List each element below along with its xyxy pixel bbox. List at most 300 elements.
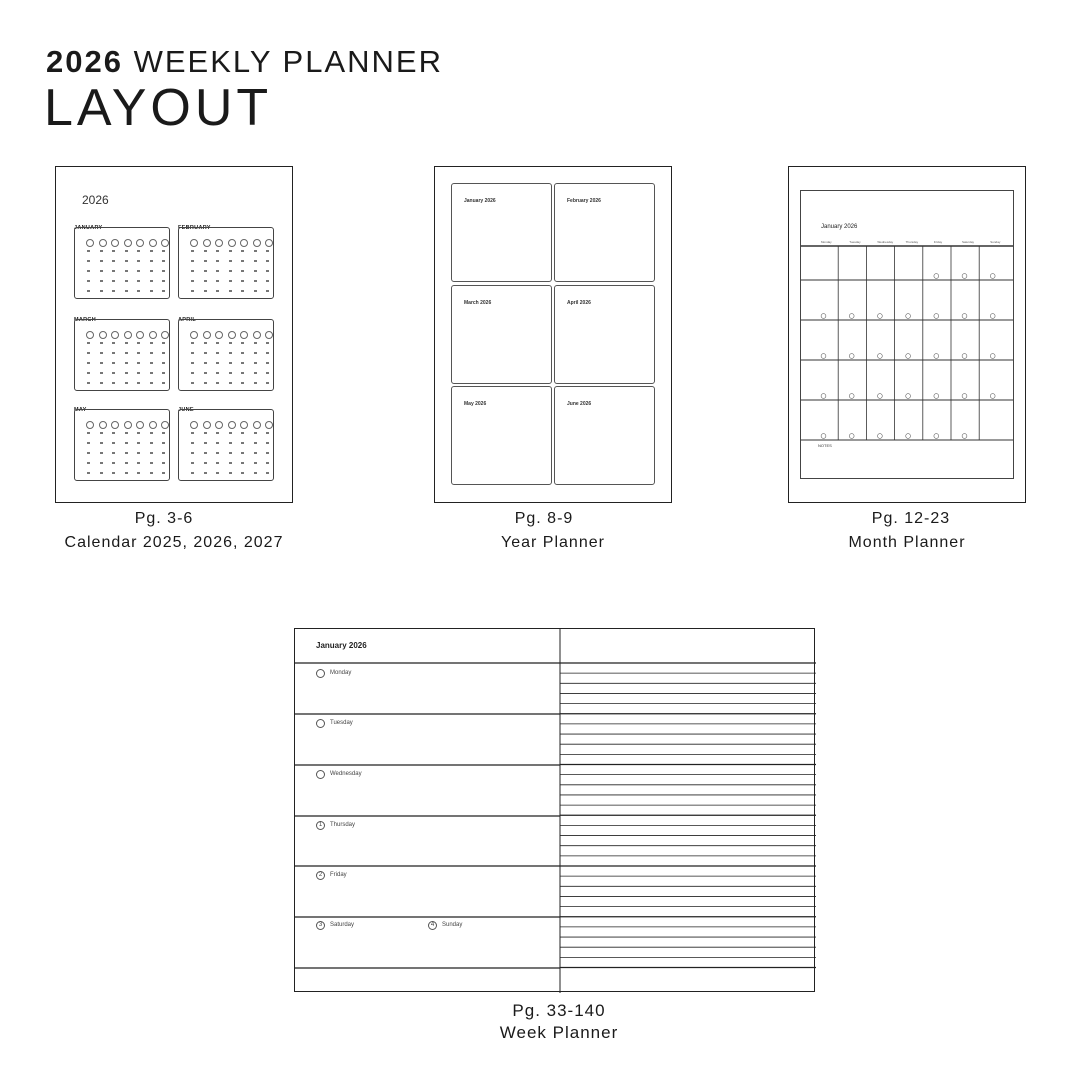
date-mark [229,452,232,454]
date-mark [266,342,269,344]
date-mark [254,260,257,262]
date-mark [87,260,90,262]
weekday-circle-icon [124,331,132,339]
week-title: January 2026 [316,641,367,650]
date-mark [216,362,219,364]
date-mark [162,352,165,354]
weekday-circle-icon [149,331,157,339]
week-day-label: Thursday [330,822,356,828]
weekday-circle-icon [203,421,211,429]
date-mark [100,250,103,252]
date-mark [150,472,153,474]
date-mark [241,352,244,354]
date-circle-icon [934,314,939,319]
date-circle-icon [849,354,854,359]
date-mark [100,280,103,282]
date-mark [112,260,115,262]
month-title: January 2026 [821,224,858,230]
date-mark [254,362,257,364]
weekday-circle-icon [161,239,169,247]
week-caption-name: Week Planner [499,1023,619,1042]
year-month-label: March 2026 [464,300,492,306]
date-mark [125,432,128,434]
date-mark [216,462,219,464]
date-mark [229,362,232,364]
date-mark [204,290,207,292]
date-mark [204,362,207,364]
date-mark [100,290,103,292]
planner-title [46,46,443,77]
date-mark [241,260,244,262]
date-mark [216,290,219,292]
date-mark [229,372,232,374]
calendar-month-box [178,319,274,391]
date-mark [100,432,103,434]
date-mark [204,342,207,344]
date-mark [266,432,269,434]
date-mark [266,362,269,364]
date-mark [229,270,232,272]
day-circle-icon: 3 [316,921,325,930]
date-mark [254,472,257,474]
date-mark [204,270,207,272]
date-circle-icon [962,274,967,279]
date-mark [87,382,90,384]
date-mark [137,382,140,384]
date-mark [229,472,232,474]
date-mark [150,372,153,374]
date-mark [100,270,103,272]
date-mark [87,472,90,474]
date-mark [87,372,90,374]
date-mark [112,250,115,252]
date-mark [204,260,207,262]
weekday-circle-icon [190,331,198,339]
date-circle-icon [990,394,995,399]
weekday-circle-icon [228,239,236,247]
date-mark [150,362,153,364]
weekday-circle-icon [136,421,144,429]
date-mark [254,452,257,454]
date-mark [266,290,269,292]
weekday-circle-icon [253,239,261,247]
date-circle-icon [906,394,911,399]
date-mark [87,280,90,282]
date-mark [162,472,165,474]
date-mark [204,352,207,354]
week-day-label: Sunday [442,922,463,928]
date-mark [191,270,194,272]
date-mark [241,362,244,364]
date-circle-icon [878,394,883,399]
date-mark [266,442,269,444]
calendar-page-preview [55,166,293,503]
date-mark [125,462,128,464]
date-mark [229,260,232,262]
date-mark [150,382,153,384]
date-mark [87,352,90,354]
weekday-circle-icon [265,239,273,247]
day-circle-icon: 4 [428,921,437,930]
date-mark [216,280,219,282]
date-mark [150,342,153,344]
date-mark [216,342,219,344]
date-mark [241,250,244,252]
week-lines [295,629,816,993]
weekday-circle-icon [111,331,119,339]
year-planner-preview [434,166,672,503]
calendar-month-box [178,227,274,299]
date-mark [229,352,232,354]
year-month-box [451,183,552,282]
date-mark [229,462,232,464]
year-month-label: January 2026 [464,198,496,204]
weekday-circle-icon [99,331,107,339]
date-mark [204,250,207,252]
date-circle-icon [849,434,854,439]
date-mark [162,290,165,292]
date-mark [150,290,153,292]
day-circle-icon [316,719,325,728]
day-circle-icon [316,669,325,678]
date-mark [254,462,257,464]
date-mark [204,280,207,282]
date-mark [241,432,244,434]
date-circle-icon [990,354,995,359]
calendar-caption-name: Calendar 2025, 2026, 2027 [64,534,284,551]
date-mark [254,270,257,272]
date-mark [100,372,103,374]
date-circle-icon [821,394,826,399]
date-mark [100,382,103,384]
calendar-month-label: JUNE [178,407,194,413]
date-mark [150,352,153,354]
date-mark [254,372,257,374]
year-caption-name: Year Planner [501,534,605,551]
year-month-label: May 2026 [464,401,487,407]
date-mark [100,462,103,464]
date-mark [229,280,232,282]
weekday-circle-icon [161,331,169,339]
date-mark [162,382,165,384]
date-mark [254,280,257,282]
date-mark [216,250,219,252]
date-mark [150,260,153,262]
date-mark [216,432,219,434]
date-mark [241,442,244,444]
date-mark [162,362,165,364]
weekday-circle-icon [149,421,157,429]
date-mark [229,382,232,384]
year-month-box [554,183,655,282]
date-mark [216,352,219,354]
weekday-circle-icon [111,239,119,247]
date-mark [137,472,140,474]
date-circle-icon [906,354,911,359]
date-mark [87,250,90,252]
weekday-circle-icon [124,239,132,247]
weekday-circle-icon [215,239,223,247]
date-mark [191,290,194,292]
month-weekday-label: Monday [821,240,832,244]
date-mark [241,372,244,374]
date-mark [150,270,153,272]
calendar-month-label: JANUARY [74,225,103,231]
date-mark [125,290,128,292]
date-mark [125,352,128,354]
week-day-label: Saturday [330,922,355,928]
calendar-year-label: 2026 [82,193,109,207]
date-mark [112,280,115,282]
date-mark [191,250,194,252]
weekday-circle-icon [215,421,223,429]
date-mark [162,442,165,444]
day-circle-icon: 2 [316,871,325,880]
week-caption-pages: Pg. 33-140 [512,1001,606,1020]
date-circle-icon [934,394,939,399]
date-mark [125,382,128,384]
date-circle-icon [934,434,939,439]
date-mark [125,342,128,344]
date-circle-icon [821,434,826,439]
date-mark [162,260,165,262]
date-mark [191,432,194,434]
month-notes-label: NOTES [818,443,832,448]
date-mark [87,452,90,454]
date-mark [137,342,140,344]
date-mark [266,382,269,384]
date-circle-icon [878,354,883,359]
month-weekday-label: Tuesday [849,240,861,244]
date-mark [100,352,103,354]
date-circle-icon [878,314,883,319]
date-circle-icon [849,394,854,399]
date-mark [191,352,194,354]
year-month-box [554,386,655,485]
calendar-caption-pages: Pg. 3-6 [134,510,194,527]
calendar-month-label: MAY [74,407,87,413]
date-mark [87,432,90,434]
day-circle-icon [316,770,325,779]
date-mark [266,250,269,252]
weekday-circle-icon [253,331,261,339]
calendar-month-box [74,319,170,391]
weekday-circle-icon [86,421,94,429]
date-mark [137,442,140,444]
date-mark [112,432,115,434]
month-weekday-label: Saturday [962,240,975,244]
month-grid [801,191,1015,480]
date-mark [204,382,207,384]
date-mark [112,362,115,364]
date-mark [241,472,244,474]
date-circle-icon [990,314,995,319]
date-mark [162,462,165,464]
weekday-circle-icon [136,331,144,339]
date-mark [229,250,232,252]
weekday-circle-icon [99,239,107,247]
date-mark [137,352,140,354]
date-mark [241,270,244,272]
month-planner-preview [788,166,1026,503]
year-month-label: February 2026 [567,198,601,204]
date-mark [204,462,207,464]
date-mark [150,452,153,454]
weekday-circle-icon [86,331,94,339]
date-mark [100,260,103,262]
weekday-circle-icon [190,421,198,429]
date-mark [241,382,244,384]
month-weekday-label: Thursday [905,240,919,244]
month-inner-frame [800,190,1014,479]
date-mark [266,462,269,464]
date-mark [137,280,140,282]
year-month-label: June 2026 [567,401,592,407]
date-mark [229,442,232,444]
date-mark [162,432,165,434]
date-mark [100,342,103,344]
date-mark [191,382,194,384]
date-circle-icon [906,434,911,439]
date-mark [216,442,219,444]
date-mark [150,432,153,434]
year-month-label: April 2026 [567,300,591,306]
title-year: 2026 [46,44,123,79]
date-mark [100,472,103,474]
date-mark [254,432,257,434]
date-mark [125,280,128,282]
date-mark [87,462,90,464]
month-caption-name: Month Planner [848,534,966,551]
date-mark [241,280,244,282]
date-mark [137,372,140,374]
date-mark [112,290,115,292]
date-mark [112,270,115,272]
date-mark [112,462,115,464]
date-mark [266,372,269,374]
date-mark [112,372,115,374]
date-mark [229,290,232,292]
date-circle-icon [990,274,995,279]
date-circle-icon [962,434,967,439]
date-mark [100,442,103,444]
calendar-month-box [74,227,170,299]
weekday-circle-icon [203,239,211,247]
weekday-circle-icon [253,421,261,429]
date-mark [204,452,207,454]
weekday-circle-icon [161,421,169,429]
date-circle-icon [849,314,854,319]
date-mark [216,452,219,454]
date-mark [87,442,90,444]
date-mark [229,342,232,344]
date-mark [137,290,140,292]
date-mark [241,452,244,454]
weekday-circle-icon [240,331,248,339]
date-circle-icon [821,314,826,319]
date-mark [137,462,140,464]
date-mark [137,260,140,262]
date-circle-icon [821,354,826,359]
year-month-box [554,285,655,384]
date-mark [241,290,244,292]
weekday-circle-icon [228,421,236,429]
date-mark [125,442,128,444]
date-mark [112,452,115,454]
date-mark [112,442,115,444]
calendar-month-box [74,409,170,481]
date-mark [125,260,128,262]
date-mark [162,250,165,252]
date-mark [150,280,153,282]
year-month-box [451,285,552,384]
date-mark [191,280,194,282]
date-circle-icon [962,314,967,319]
week-day-label: Wednesday [330,771,362,777]
weekday-circle-icon [111,421,119,429]
date-mark [150,462,153,464]
date-mark [87,342,90,344]
date-mark [191,442,194,444]
date-mark [100,452,103,454]
weekday-circle-icon [215,331,223,339]
date-mark [137,452,140,454]
date-mark [204,372,207,374]
weekday-circle-icon [124,421,132,429]
date-mark [125,270,128,272]
date-mark [254,342,257,344]
date-mark [266,452,269,454]
date-mark [266,270,269,272]
weekday-circle-icon [86,239,94,247]
date-circle-icon [878,434,883,439]
date-mark [204,432,207,434]
date-mark [241,462,244,464]
month-caption-pages: Pg. 12-23 [871,510,951,527]
date-mark [150,250,153,252]
date-mark [137,362,140,364]
day-circle-icon: 1 [316,821,325,830]
date-mark [254,382,257,384]
date-mark [125,250,128,252]
date-circle-icon [906,314,911,319]
date-mark [162,280,165,282]
year-month-box [451,386,552,485]
calendar-month-label: APRIL [178,317,196,323]
date-circle-icon [934,354,939,359]
date-mark [100,362,103,364]
week-day-label: Tuesday [330,720,353,726]
weekday-circle-icon [240,421,248,429]
date-mark [112,342,115,344]
weekday-circle-icon [265,421,273,429]
date-mark [254,250,257,252]
weekday-circle-icon [228,331,236,339]
weekday-circle-icon [203,331,211,339]
date-mark [191,452,194,454]
date-mark [125,472,128,474]
date-mark [216,372,219,374]
date-mark [125,452,128,454]
layout-heading: LAYOUT [44,79,273,137]
date-mark [254,290,257,292]
date-mark [162,342,165,344]
date-mark [112,382,115,384]
date-mark [216,382,219,384]
weekday-circle-icon [99,421,107,429]
date-mark [204,442,207,444]
calendar-month-label: FEBRUARY [178,225,211,231]
